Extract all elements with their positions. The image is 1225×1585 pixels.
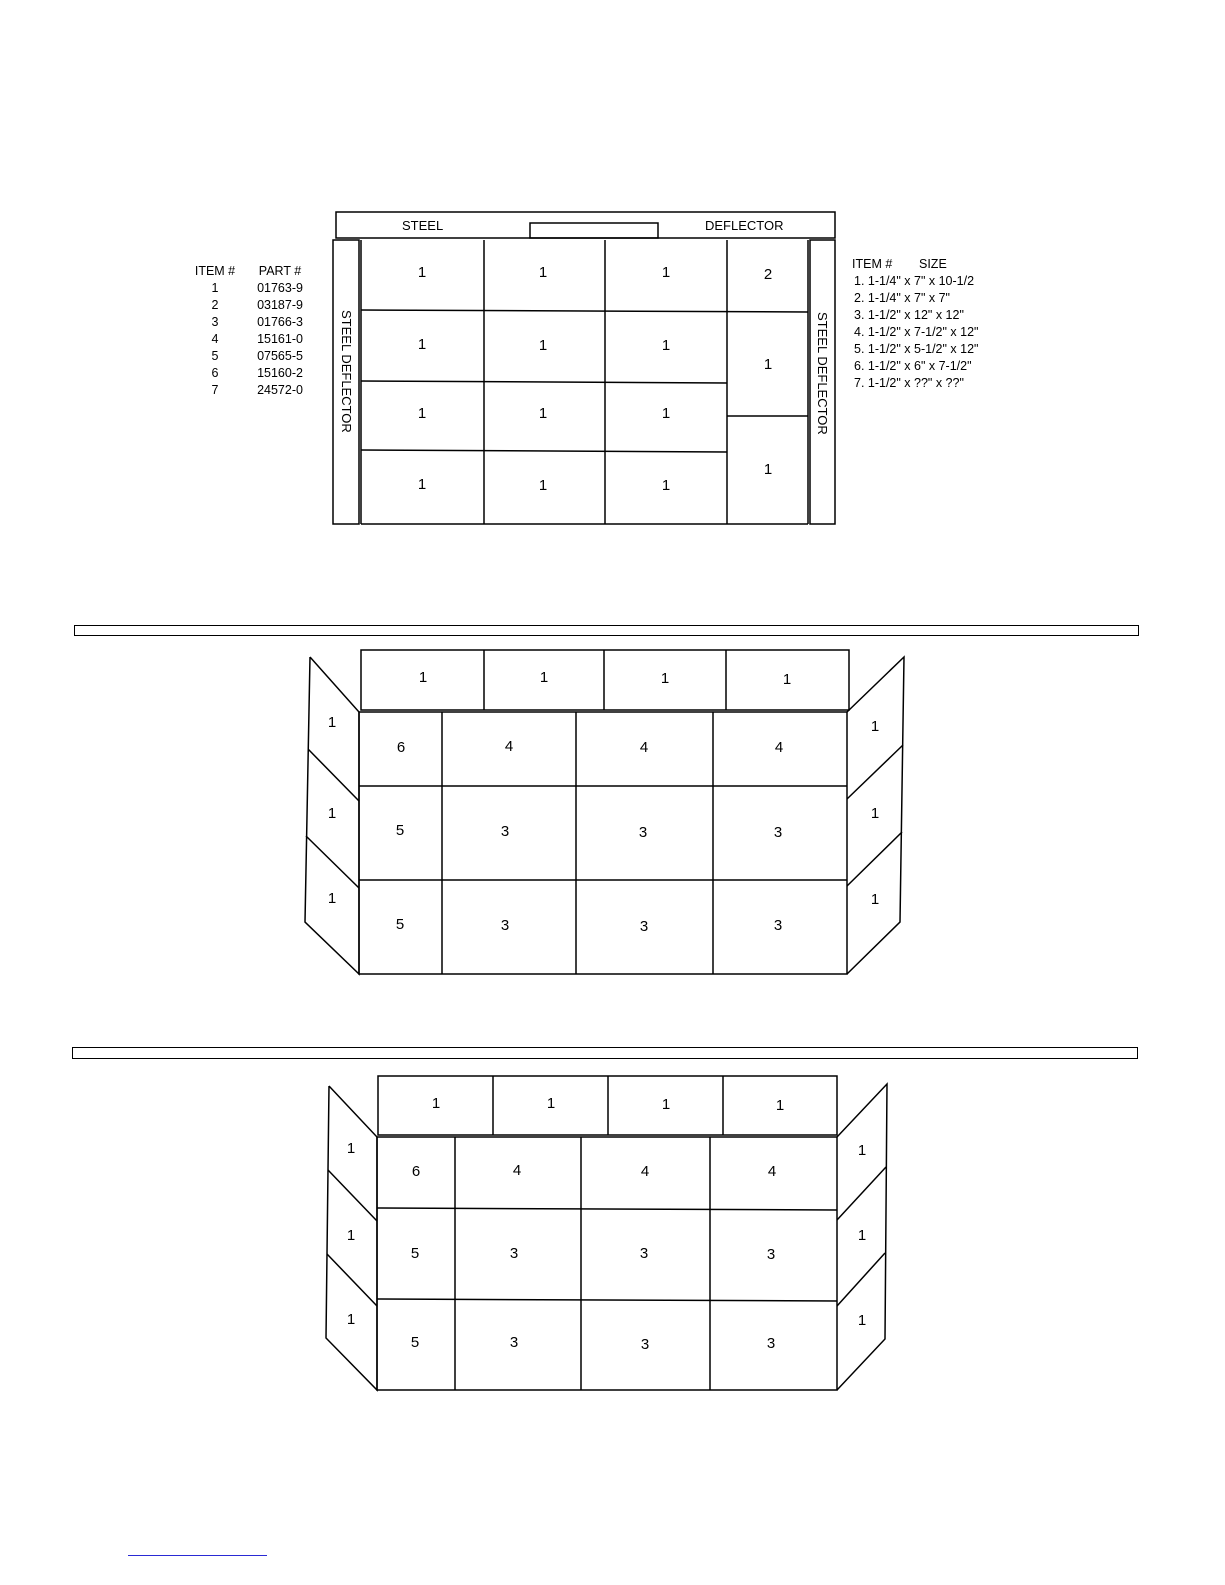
- part-number: 03187-9: [257, 298, 303, 312]
- brick-label: 5: [395, 822, 405, 839]
- brick-label: 5: [410, 1245, 420, 1262]
- size-row: 6. 1-1/2" x 6" x 7-1/2": [854, 359, 972, 373]
- brick-label: 1: [431, 1095, 441, 1112]
- parts-table: [190, 263, 320, 399]
- brick-label: 3: [509, 1334, 519, 1351]
- steel-label: STEEL: [402, 218, 444, 233]
- brick-label: 1: [660, 670, 670, 687]
- middle-elevation-diagram: [0, 640, 1225, 990]
- item-number: 4: [211, 332, 219, 346]
- brick-label: 1: [417, 405, 427, 422]
- header-item: ITEM #: [194, 264, 236, 278]
- brick-label: 1: [417, 336, 427, 353]
- deflector-label: DEFLECTOR: [705, 218, 784, 233]
- brick-label: 2: [763, 266, 773, 283]
- bottom-elevation-diagram: [0, 1070, 1225, 1400]
- brick-label: 1: [661, 337, 671, 354]
- brick-label: 3: [638, 824, 648, 841]
- side-label-right: STEEL DEFLECTOR: [815, 312, 830, 435]
- size-row: 1. 1-1/4" x 7" x 10-1/2: [854, 274, 975, 288]
- parts-row: [190, 365, 320, 382]
- sizes-table: [852, 256, 979, 392]
- size-row: 2. 1-1/4" x 7" x 7": [854, 291, 950, 305]
- header-size: SIZE: [919, 257, 947, 271]
- footer-link-underline: [128, 1555, 267, 1556]
- separator-bar: [72, 1047, 1138, 1059]
- brick-label: 3: [773, 917, 783, 934]
- parts-row: [190, 382, 320, 399]
- parts-table-header: [190, 263, 320, 280]
- brick-label: 1: [870, 805, 880, 822]
- brick-label: 1: [538, 477, 548, 494]
- brick-label: 1: [538, 405, 548, 422]
- brick-label: 4: [767, 1163, 777, 1180]
- brick-label: 3: [640, 1336, 650, 1353]
- part-number: 15161-0: [257, 332, 303, 346]
- part-number: 01763-9: [257, 281, 303, 295]
- brick-label: 1: [661, 405, 671, 422]
- brick-label: 1: [417, 264, 427, 281]
- size-row: 7. 1-1/2" x ??" x ??": [854, 376, 964, 390]
- item-number: 2: [211, 298, 219, 312]
- brick-label: 1: [763, 461, 773, 478]
- brick-label: 1: [661, 264, 671, 281]
- part-number: 07565-5: [257, 349, 303, 363]
- parts-row: [190, 348, 320, 365]
- parts-row: [190, 297, 320, 314]
- item-number: 1: [211, 281, 219, 295]
- top-plan-diagram: [0, 0, 1225, 560]
- brick-label: 4: [504, 738, 514, 755]
- brick-label: 1: [782, 671, 792, 688]
- brick-label: 1: [870, 718, 880, 735]
- brick-label: 6: [396, 739, 406, 756]
- brick-label: 1: [327, 890, 337, 907]
- brick-label: 1: [346, 1311, 356, 1328]
- brick-label: 3: [773, 824, 783, 841]
- part-number: 24572-0: [257, 383, 303, 397]
- size-row: 5. 1-1/2" x 5-1/2" x 12": [854, 342, 979, 356]
- brick-label: 1: [327, 805, 337, 822]
- parts-row: [190, 331, 320, 348]
- size-row: 3. 1-1/2" x 12" x 12": [854, 308, 964, 322]
- brick-label: 1: [857, 1312, 867, 1329]
- brick-label: 3: [766, 1335, 776, 1352]
- brick-label: 4: [639, 739, 649, 756]
- brick-label: 1: [661, 1096, 671, 1113]
- brick-label: 3: [500, 823, 510, 840]
- item-number: 7: [211, 383, 219, 397]
- brick-label: 3: [639, 1245, 649, 1262]
- parts-row: [190, 314, 320, 331]
- brick-label: 1: [346, 1227, 356, 1244]
- brick-label: 1: [327, 714, 337, 731]
- brick-label: 1: [870, 891, 880, 908]
- brick-label: 1: [857, 1227, 867, 1244]
- brick-label: 1: [857, 1142, 867, 1159]
- item-number: 5: [211, 349, 219, 363]
- brick-label: 5: [410, 1334, 420, 1351]
- item-number: 3: [211, 315, 219, 329]
- side-label-left: STEEL DEFLECTOR: [339, 310, 354, 433]
- brick-label: 5: [395, 916, 405, 933]
- brick-label: 3: [639, 918, 649, 935]
- brick-label: 1: [546, 1095, 556, 1112]
- brick-label: 1: [661, 477, 671, 494]
- parts-row: [190, 280, 320, 297]
- part-number: 15160-2: [257, 366, 303, 380]
- sizes-table-header: [852, 256, 979, 273]
- brick-label: 1: [417, 476, 427, 493]
- brick-label: 1: [763, 356, 773, 373]
- brick-label: 1: [775, 1097, 785, 1114]
- header-item: ITEM #: [852, 257, 893, 271]
- separator-bar: [74, 625, 1139, 636]
- brick-label: 4: [774, 739, 784, 756]
- part-number: 01766-3: [257, 315, 303, 329]
- brick-label: 1: [538, 264, 548, 281]
- brick-label: 1: [418, 669, 428, 686]
- header-part: PART #: [258, 264, 302, 278]
- deflector-notch: [530, 223, 658, 238]
- brick-label: 4: [512, 1162, 522, 1179]
- brick-label: 1: [538, 337, 548, 354]
- brick-label: 3: [766, 1246, 776, 1263]
- item-number: 6: [211, 366, 219, 380]
- brick-label: 6: [411, 1163, 421, 1180]
- brick-label: 1: [346, 1140, 356, 1157]
- brick-label: 4: [640, 1163, 650, 1180]
- size-row: 4. 1-1/2" x 7-1/2" x 12": [854, 325, 979, 339]
- brick-label: 3: [500, 917, 510, 934]
- brick-label: 3: [509, 1245, 519, 1262]
- brick-label: 1: [539, 669, 549, 686]
